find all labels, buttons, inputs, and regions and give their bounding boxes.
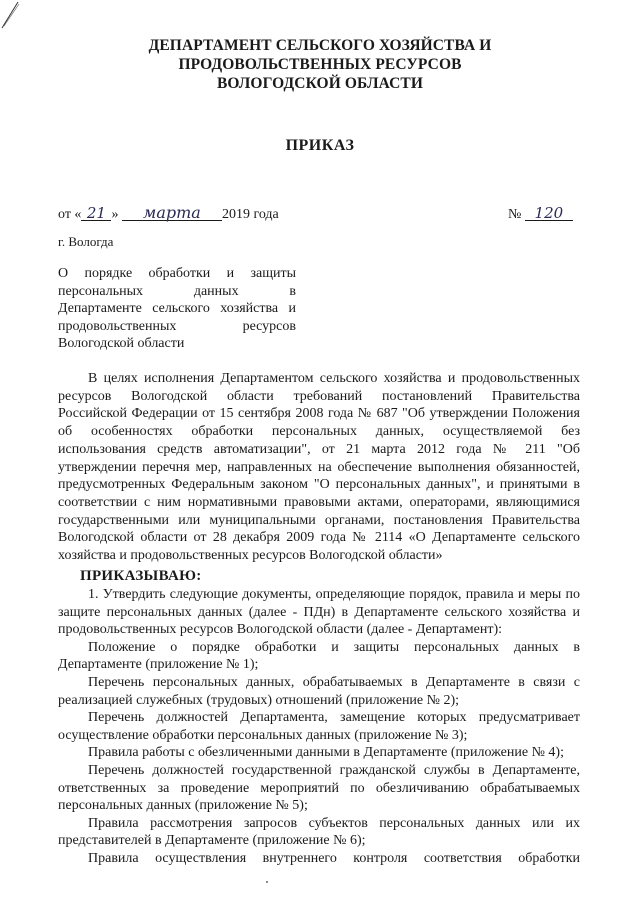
order-subject [58, 265, 296, 353]
date-year: 2019 года [221, 207, 279, 222]
city: г. Вологда [58, 234, 114, 249]
body-line: персональных данных (приложение № 5); [58, 798, 308, 814]
body-line: Перечень должностей государственной гражданской службы в Департаменте, [88, 762, 580, 778]
body-line: Перечень персональных данных, обрабатываемых в Департаменте в связи с [88, 674, 580, 690]
scan-speck [266, 881, 268, 883]
body-line: 1. Утвердить следующие документы, определяющие порядок, правила и меры по [88, 587, 580, 602]
corner-pen-mark [0, 0, 24, 30]
preamble-line: соответствии с ним нормативными правовыми актами, операторами, являющимися [58, 494, 580, 510]
subject-line: продовольственных ресурсов [58, 318, 296, 334]
body-line: Правила рассмотрения запросов субъектов персональных данных или их [88, 815, 580, 831]
order-body [58, 586, 580, 868]
preamble-line: государственными или муниципальными органами, постановления Правительства [58, 512, 580, 528]
date-line [58, 203, 279, 223]
body-line: реализацией служебных (трудовых) отношений (приложение № 2); [58, 692, 460, 708]
preamble-line: ресурсов Вологодской области требований постановлений Правительства [58, 388, 580, 404]
subject-line: Департаменте сельского хозяйства и [58, 301, 296, 316]
body-line: Перечень должностей Департамента, замещение которых предусматривает [88, 710, 580, 726]
preamble [58, 370, 580, 565]
subject-line: Вологодской области [58, 336, 185, 351]
body-line: продовольственных ресурсов Вологодской области (далее - Департамент): [58, 622, 503, 638]
preamble-line: предусмотренных Федеральным законом "О персональных данных", и принятыми в [58, 477, 580, 493]
date-day: 21 [81, 206, 111, 221]
header-line-1: ДЕПАРТАМЕНТ СЕЛЬСКОГО ХОЗЯЙСТВА И [148, 37, 492, 54]
body-line: Положение о порядке обработки и защиты персональных данных в [88, 639, 580, 655]
order-word: ПРИКАЗЫВАЮ: [80, 568, 202, 584]
body-line: Департаменте (приложение № 1); [58, 657, 259, 673]
body-line: защите персональных данных (далее - ПДн) в Департаменте сельского хозяйства и [58, 604, 580, 620]
preamble-line: В целях исполнения Департаментом сельского хозяйства и продовольственных [88, 371, 580, 386]
department-header [0, 36, 640, 93]
order-number [508, 206, 573, 223]
header-line-3: ВОЛОГОДСКОЙ ОБЛАСТИ [216, 75, 424, 92]
preamble-line: Российской Федерации от 15 сентября 2008 года № 687 "Об утверждении Положения [58, 406, 580, 422]
number-prefix: № [508, 207, 522, 222]
body-line: Правила работы с обезличенными данными в Департаменте (приложение № 4); [88, 745, 564, 761]
preamble-line: Вологодской области от 28 декабря 2009 года № 2114 «О Департаменте сельского [58, 530, 580, 546]
preamble-line: утверждении перечня мер, направленных на обеспечение выполнения обязанностей, [58, 459, 580, 475]
preamble-line: об особенностях обработки персональных данных, осуществляемой без [58, 424, 580, 440]
body-line: осуществление обработки персональных данных (приложение № 3); [58, 727, 468, 743]
body-line: Правила осуществления внутреннего контроля соответствия обработки [88, 850, 580, 866]
subject-line: О порядке обработки и защиты [58, 266, 296, 281]
header-line-2: ПРОДОВОЛЬСТВЕННЫХ РЕСУРСОВ [178, 56, 462, 73]
body-line: ответственных за проведение мероприятий по обезличиванию обрабатываемых [58, 780, 580, 796]
subject-line: персональных данных в [58, 283, 296, 299]
preamble-line: использования средств автоматизации", от 21 марта 2012 года № 211 "Об [58, 441, 580, 457]
preamble-line: хозяйства и продовольственных ресурсов Вологодской области» [58, 548, 443, 564]
number-value: 120 [525, 206, 573, 221]
body-line: представителей в Департаменте (приложение № 6); [58, 833, 366, 849]
date-mid: » [111, 207, 119, 222]
date-prefix: от « [58, 207, 82, 222]
document-title: ПРИКАЗ [285, 137, 355, 154]
date-month: марта [122, 206, 222, 221]
